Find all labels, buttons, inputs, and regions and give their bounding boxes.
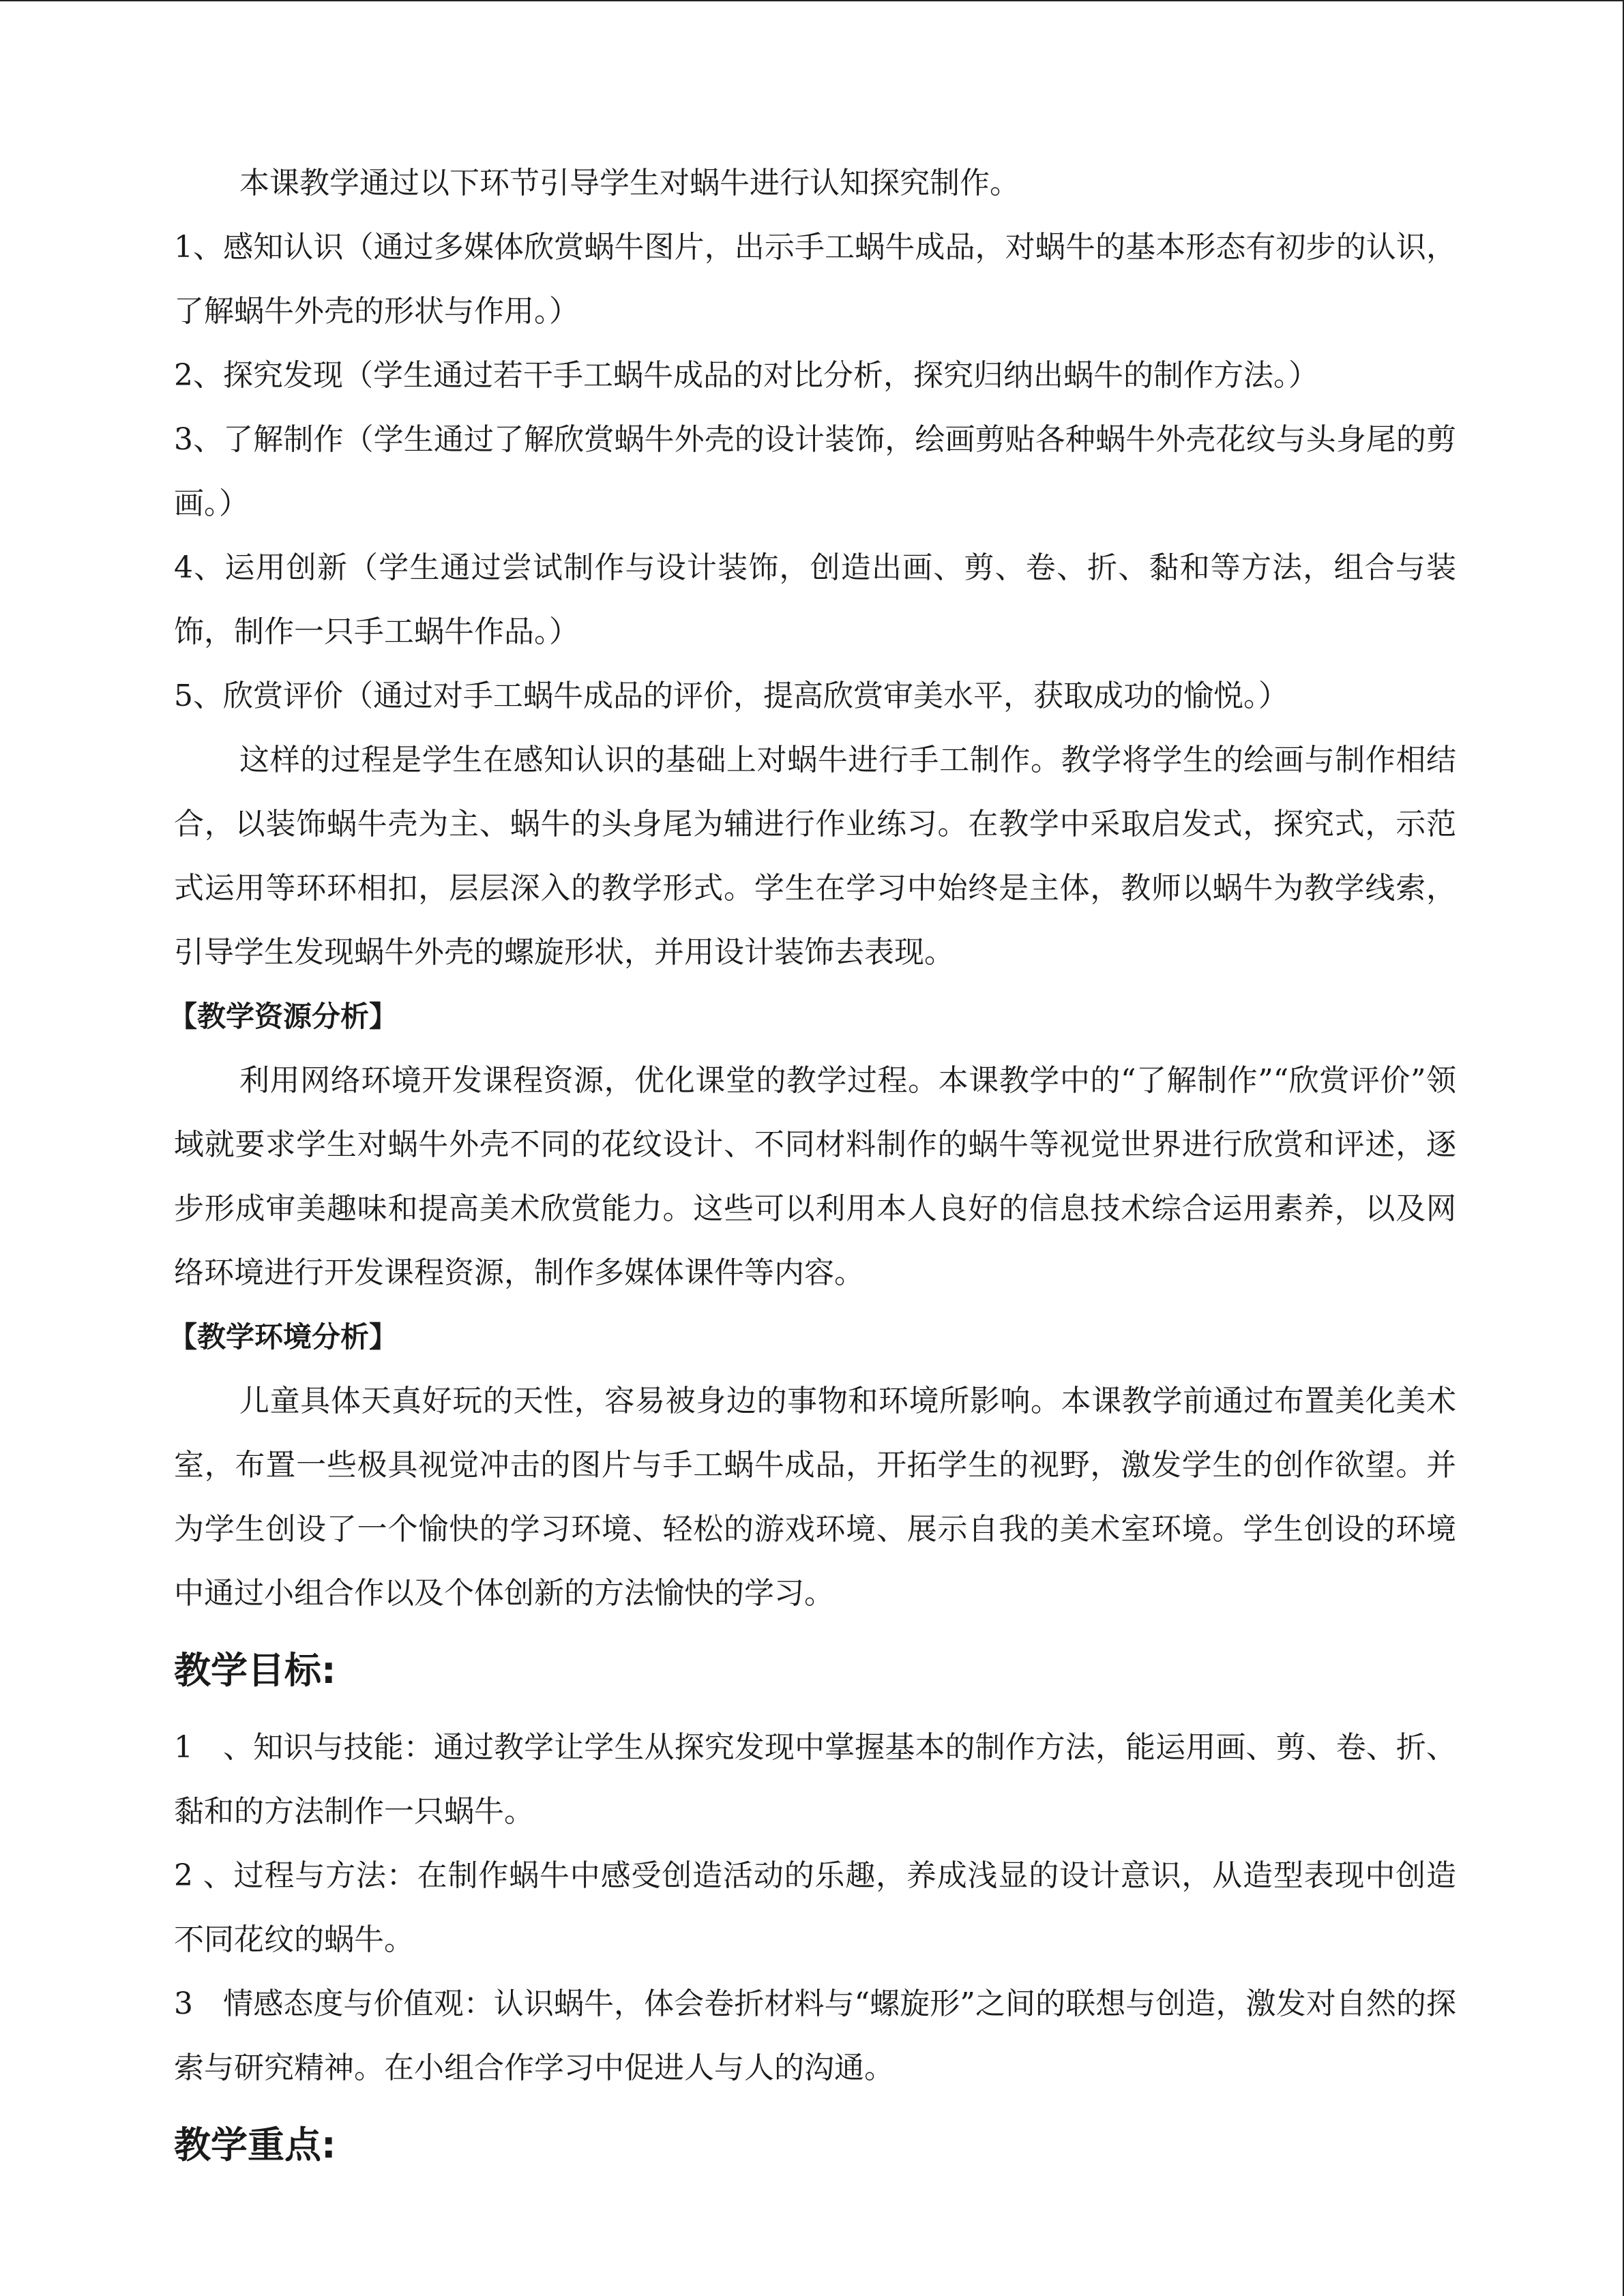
objective-item-2: 2 、过程与方法：在制作蜗牛中感受创造活动的乐趣，养成浅显的设计意识，从造型表现中创造不同花纹的蜗牛。 xyxy=(174,1858,1456,1957)
objective-item-1: 1 、知识与技能：通过教学让学生从探究发现中掌握基本的制作方法，能运用画、剪、卷、折、黏和的方法制作一只蜗牛。 xyxy=(174,1730,1456,1829)
step-item-3: 3、了解制作（学生通过了解欣赏蜗牛外壳的设计装饰，绘画剪贴各种蜗牛外壳花纹与头身尾的剪画。） xyxy=(174,422,1456,521)
step-item-5: 5、欣赏评价（通过对手工蜗牛成品的评价，提高欣赏审美水平，获取成功的愉悦。） xyxy=(174,679,1288,713)
step-item-4: 4、运用创新（学生通过尝试制作与设计装饰，创造出画、剪、卷、折、黏和等方法，组合与装饰，制作一只手工蜗牛作品。） xyxy=(174,550,1456,649)
resource-paragraph: 利用网络环境开发课程资源，优化课堂的教学过程。本课教学中的“了解制作”“欣赏评价”领域就要求学生对蜗牛外壳不同的花纹设计、不同材料制作的蜗牛等视觉世界进行欣赏和评述，逐步形成审美趣味和提高美术欣赏能力。这些可以利用本人良好的信息技术综合运用素养，以及网络环境进行开发课程资源，制作多媒体课件等内容。 xyxy=(174,1063,1456,1290)
intro-paragraph: 本课教学通过以下环节引导学生对蜗牛进行认知探究制作。 xyxy=(239,166,1020,200)
document-body xyxy=(168,151,1456,2190)
objective-item-3: 3 情感态度与价值观：认识蜗牛，体会卷折材料与“螺旋形”之间的联想与创造，激发对自然的探索与研究精神。在小组合作学习中促进人与人的沟通。 xyxy=(174,1986,1456,2085)
environment-paragraph: 儿童具体天真好玩的天性，容易被身边的事物和环境所影响。本课教学前通过布置美化美术室，布置一些极具视觉冲击的图片与手工蜗牛成品，开拓学生的视野，激发学生的创作欲望。并为学生创设了一个愉快的学习环境、轻松的游戏环境、展示自我的美术室环境。学生创设的环境中通过小组合作以及个体创新的方法愉快的学习。 xyxy=(174,1384,1456,1611)
step-item-1: 1、感知认识（通过多媒体欣赏蜗牛图片，出示手工蜗牛成品，对蜗牛的基本形态有初步的认识，了解蜗牛外壳的形状与作用。） xyxy=(174,230,1456,329)
process-paragraph: 这样的过程是学生在感知认识的基础上对蜗牛进行手工制作。教学将学生的绘画与制作相结合，以装饰蜗牛壳为主、蜗牛的头身尾为辅进行作业练习。在教学中采取启发式，探究式，示范式运用等环环相扣，层层深入的教学形式。学生在学习中始终是主体，教师以蜗牛为教学线索，引导学生发现蜗牛外壳的螺旋形状，并用设计装饰去表现。 xyxy=(174,743,1456,970)
key-points-heading: 教学重点: xyxy=(174,2123,336,2166)
environment-heading: 【教学环境分析】 xyxy=(168,1320,398,1354)
step-item-2: 2、探究发现（学生通过若干手工蜗牛成品的对比分析，探究归纳出蜗牛的制作方法。） xyxy=(174,358,1318,393)
objectives-heading: 教学目标: xyxy=(174,1649,336,1692)
resource-heading: 【教学资源分析】 xyxy=(168,1000,398,1033)
